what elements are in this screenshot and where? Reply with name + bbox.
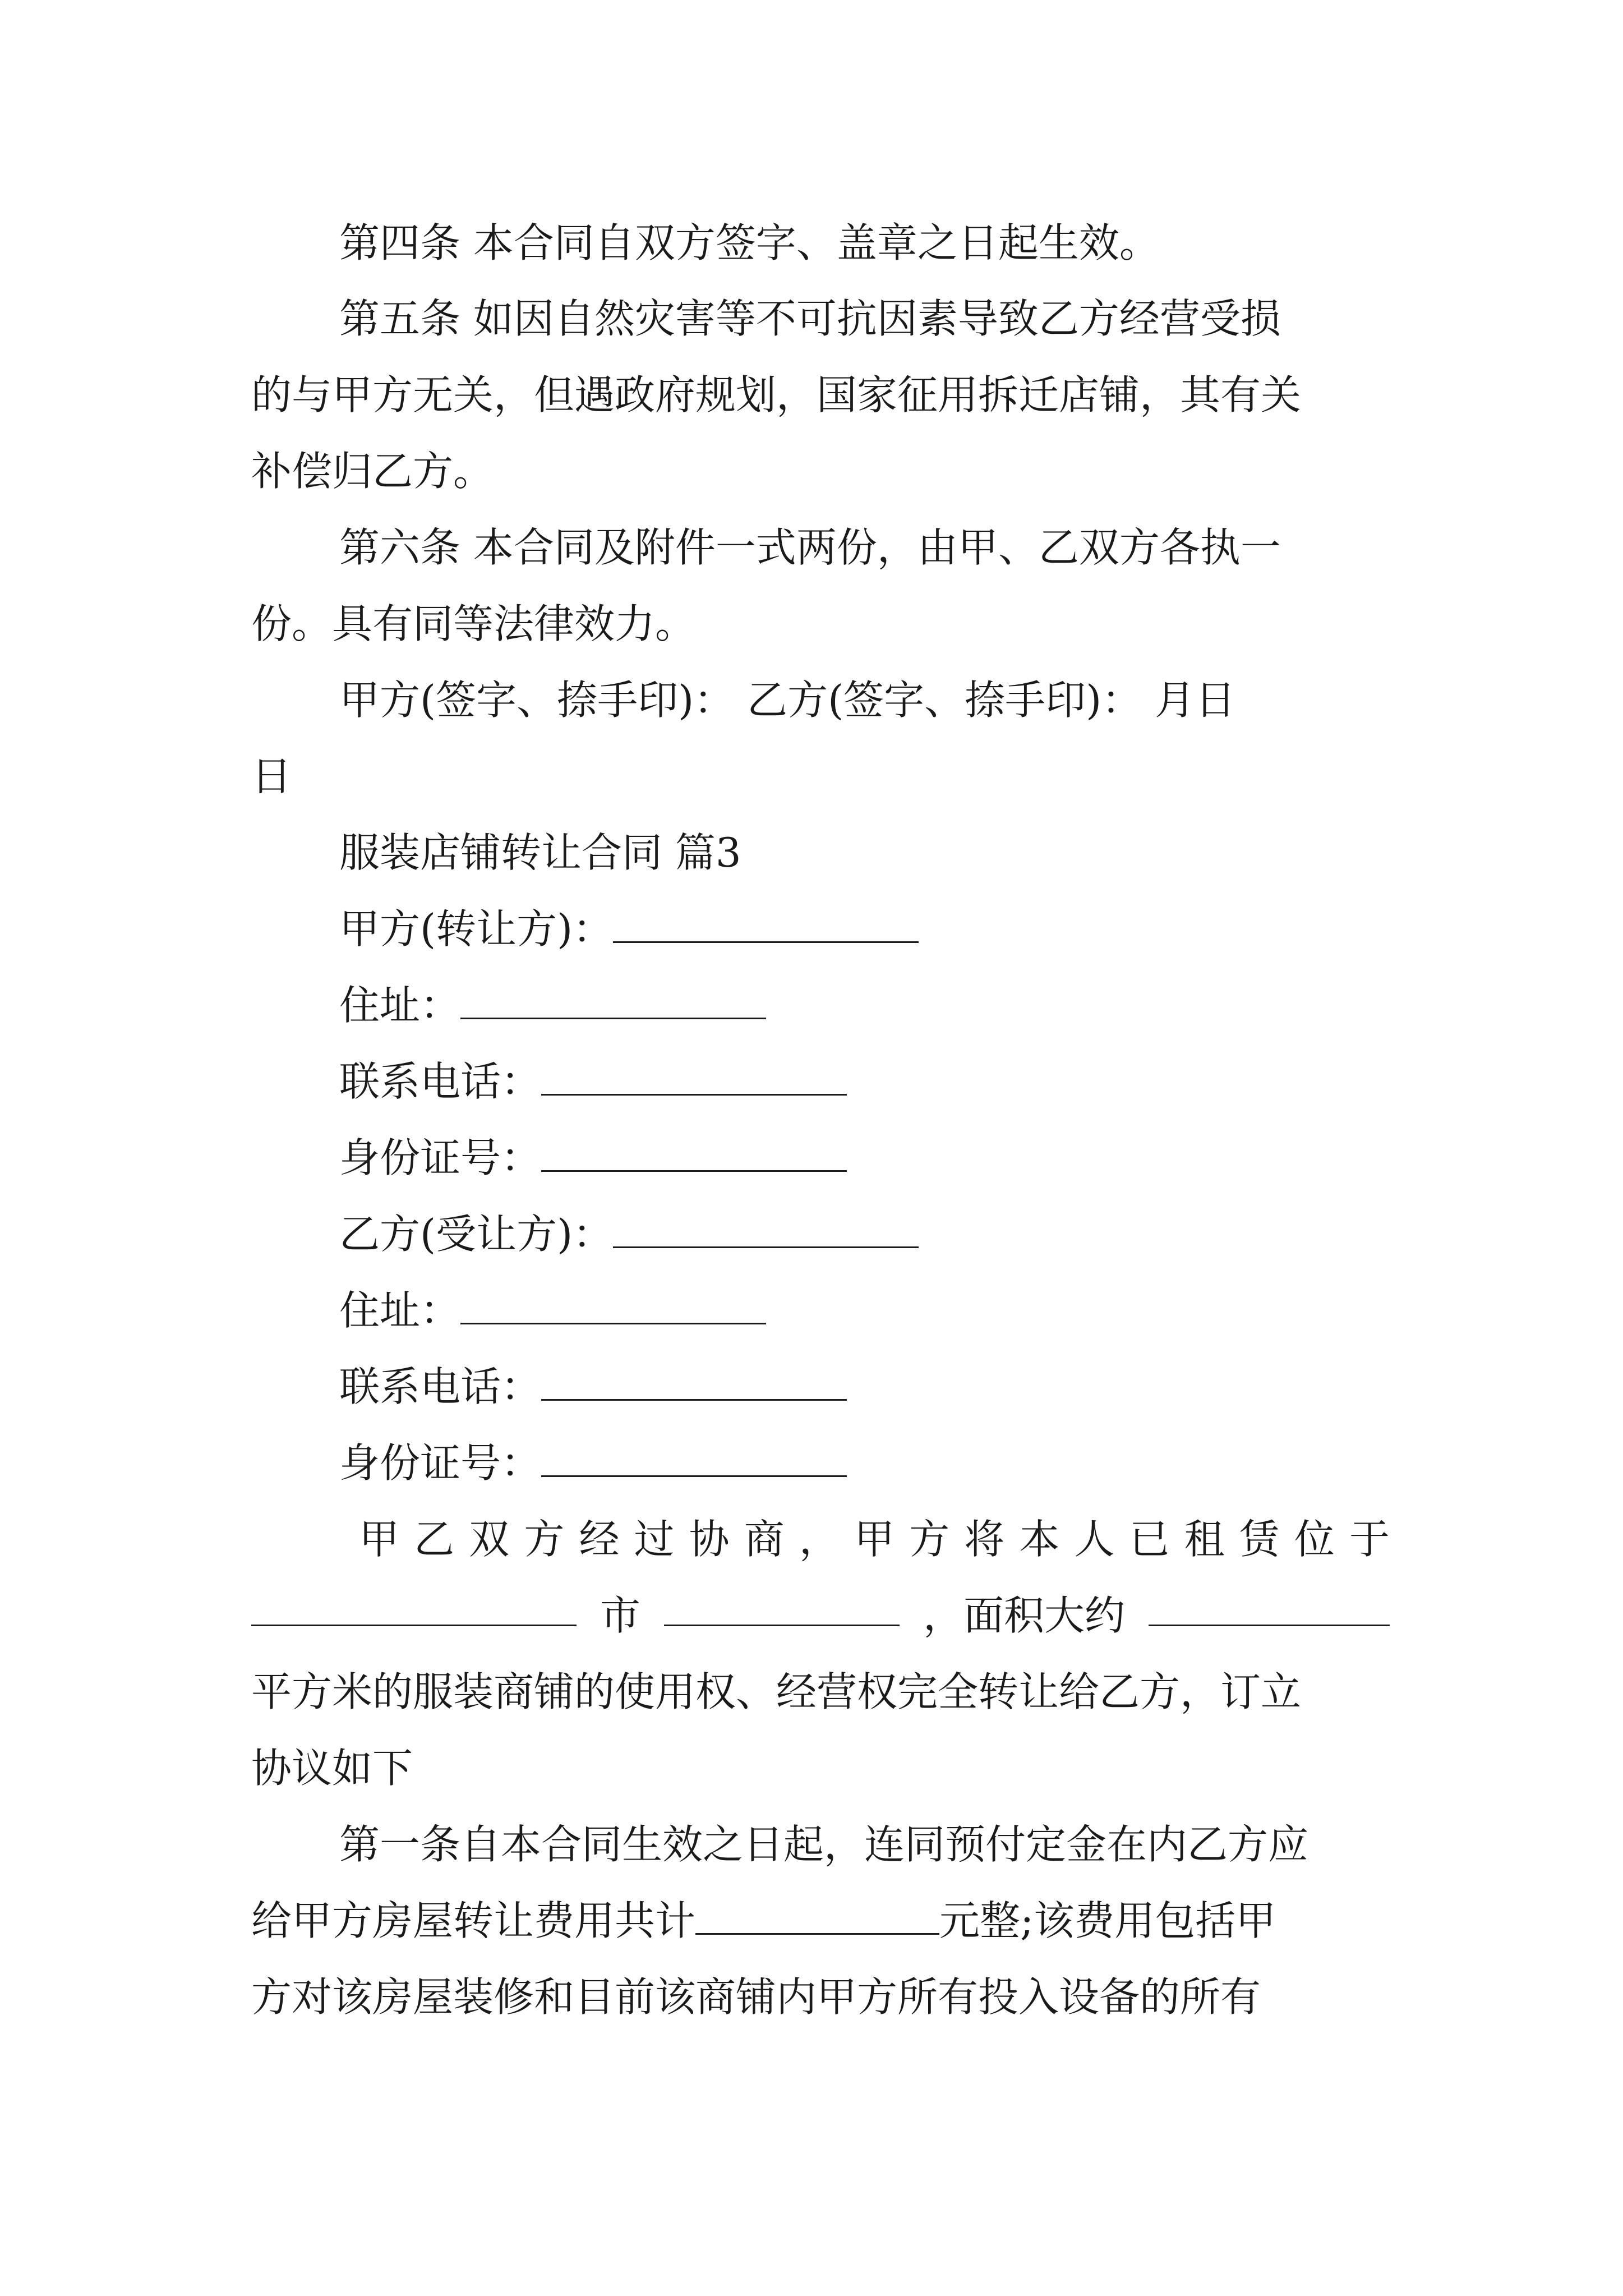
city-blank[interactable] xyxy=(664,1588,900,1626)
preamble-line-4: 协议如下 xyxy=(251,1745,413,1792)
article-1-line-2 xyxy=(251,1893,1276,1949)
preamble-char: 甲 xyxy=(854,1516,895,1563)
area-blank[interactable] xyxy=(1149,1588,1390,1626)
signature-date-line: 日 xyxy=(251,753,292,800)
clause-6-line-2: 份。具有同等法律效力。 xyxy=(251,600,696,647)
transfer-fee-blank[interactable] xyxy=(695,1896,939,1935)
party-b-blank[interactable] xyxy=(613,1209,919,1248)
clause-6-line-1: 第六条 本合同及附件一式两份，由甲、乙双方各执一 xyxy=(339,524,1281,571)
preamble-char: 将 xyxy=(964,1516,1005,1563)
party-b-address-row xyxy=(339,1282,766,1338)
preamble-char: ， xyxy=(799,1516,840,1563)
party-a-id-row xyxy=(339,1130,847,1186)
preamble-char: 商 xyxy=(744,1516,785,1563)
preamble-char: 过 xyxy=(634,1516,675,1563)
city-suffix: 市 xyxy=(600,1592,640,1639)
signature-line: 甲方(签字、捺手印)： 乙方(签字、捺手印)： 月日 xyxy=(339,677,1236,724)
party-b-address-label: 住址： xyxy=(339,1287,461,1334)
party-a-phone-row xyxy=(339,1053,847,1110)
preamble-char: 位 xyxy=(1294,1516,1335,1563)
preamble-char: 赁 xyxy=(1239,1516,1280,1563)
clause-5-line-1: 第五条 如因自然灾害等不可抗因素导致乙方经营受损 xyxy=(339,295,1281,342)
party-a-id-blank[interactable] xyxy=(541,1133,847,1172)
party-a-address-label: 住址： xyxy=(339,982,461,1029)
preamble-char: 本 xyxy=(1019,1516,1060,1563)
location-blank[interactable] xyxy=(251,1588,577,1626)
preamble-char: 方 xyxy=(524,1516,565,1563)
party-a-phone-blank[interactable] xyxy=(541,1057,847,1096)
party-a-label: 甲方(转让方)： xyxy=(339,905,614,953)
party-b-id-row xyxy=(339,1435,847,1491)
preamble-char: 于 xyxy=(1349,1516,1390,1563)
area-prefix: ，面积大约 xyxy=(923,1592,1125,1639)
section-title: 服装店铺转让合同 篇3 xyxy=(339,829,741,876)
party-a-phone-label: 联系电话： xyxy=(339,1058,542,1105)
clause-5-line-3: 补偿归乙方。 xyxy=(251,448,494,495)
preamble-char: 协 xyxy=(689,1516,730,1563)
party-b-phone-row xyxy=(339,1359,847,1415)
preamble-char: 双 xyxy=(469,1516,510,1563)
party-a-row xyxy=(339,901,919,957)
preamble-char: 方 xyxy=(909,1516,950,1563)
party-b-id-label: 身份证号： xyxy=(339,1439,542,1487)
article-1-line-3: 方对该房屋装修和目前该商铺内甲方所有投入设备的所有 xyxy=(251,1973,1261,2021)
preamble-char: 经 xyxy=(579,1516,620,1563)
transfer-fee-suffix: 元整;该费用包括甲 xyxy=(939,1897,1276,1944)
clause-4: 第四条 本合同自双方签字、盖章之日起生效。 xyxy=(339,219,1160,266)
preamble-line-3: 平方米的服装商铺的使用权、经营权完全转让给乙方，订立 xyxy=(251,1668,1302,1715)
party-b-label: 乙方(受让方)： xyxy=(339,1211,614,1258)
party-b-phone-label: 联系电话： xyxy=(339,1363,542,1410)
party-b-id-blank[interactable] xyxy=(541,1438,847,1477)
preamble-line-1 xyxy=(359,1511,1390,1567)
party-a-address-row xyxy=(339,977,766,1033)
preamble-char: 租 xyxy=(1184,1516,1225,1563)
party-a-id-label: 身份证号： xyxy=(339,1134,542,1181)
party-a-blank[interactable] xyxy=(613,904,919,943)
preamble-char: 乙 xyxy=(414,1516,455,1563)
party-b-phone-blank[interactable] xyxy=(541,1362,847,1401)
preamble-char: 已 xyxy=(1129,1516,1170,1563)
preamble-char: 人 xyxy=(1074,1516,1115,1563)
transfer-fee-prefix: 给甲方房屋转让费用共计 xyxy=(251,1897,696,1944)
article-1-line-1: 第一条自本合同生效之日起，连同预付定金在内乙方应 xyxy=(339,1821,1309,1868)
party-a-address-blank[interactable] xyxy=(460,981,766,1019)
party-b-row xyxy=(339,1206,919,1262)
preamble-line-2 xyxy=(251,1588,1390,1644)
clause-5-line-2: 的与甲方无关，但遇政府规划，国家征用拆迁店铺，其有关 xyxy=(251,371,1302,418)
party-b-address-blank[interactable] xyxy=(460,1286,766,1324)
preamble-char: 甲 xyxy=(359,1516,400,1563)
